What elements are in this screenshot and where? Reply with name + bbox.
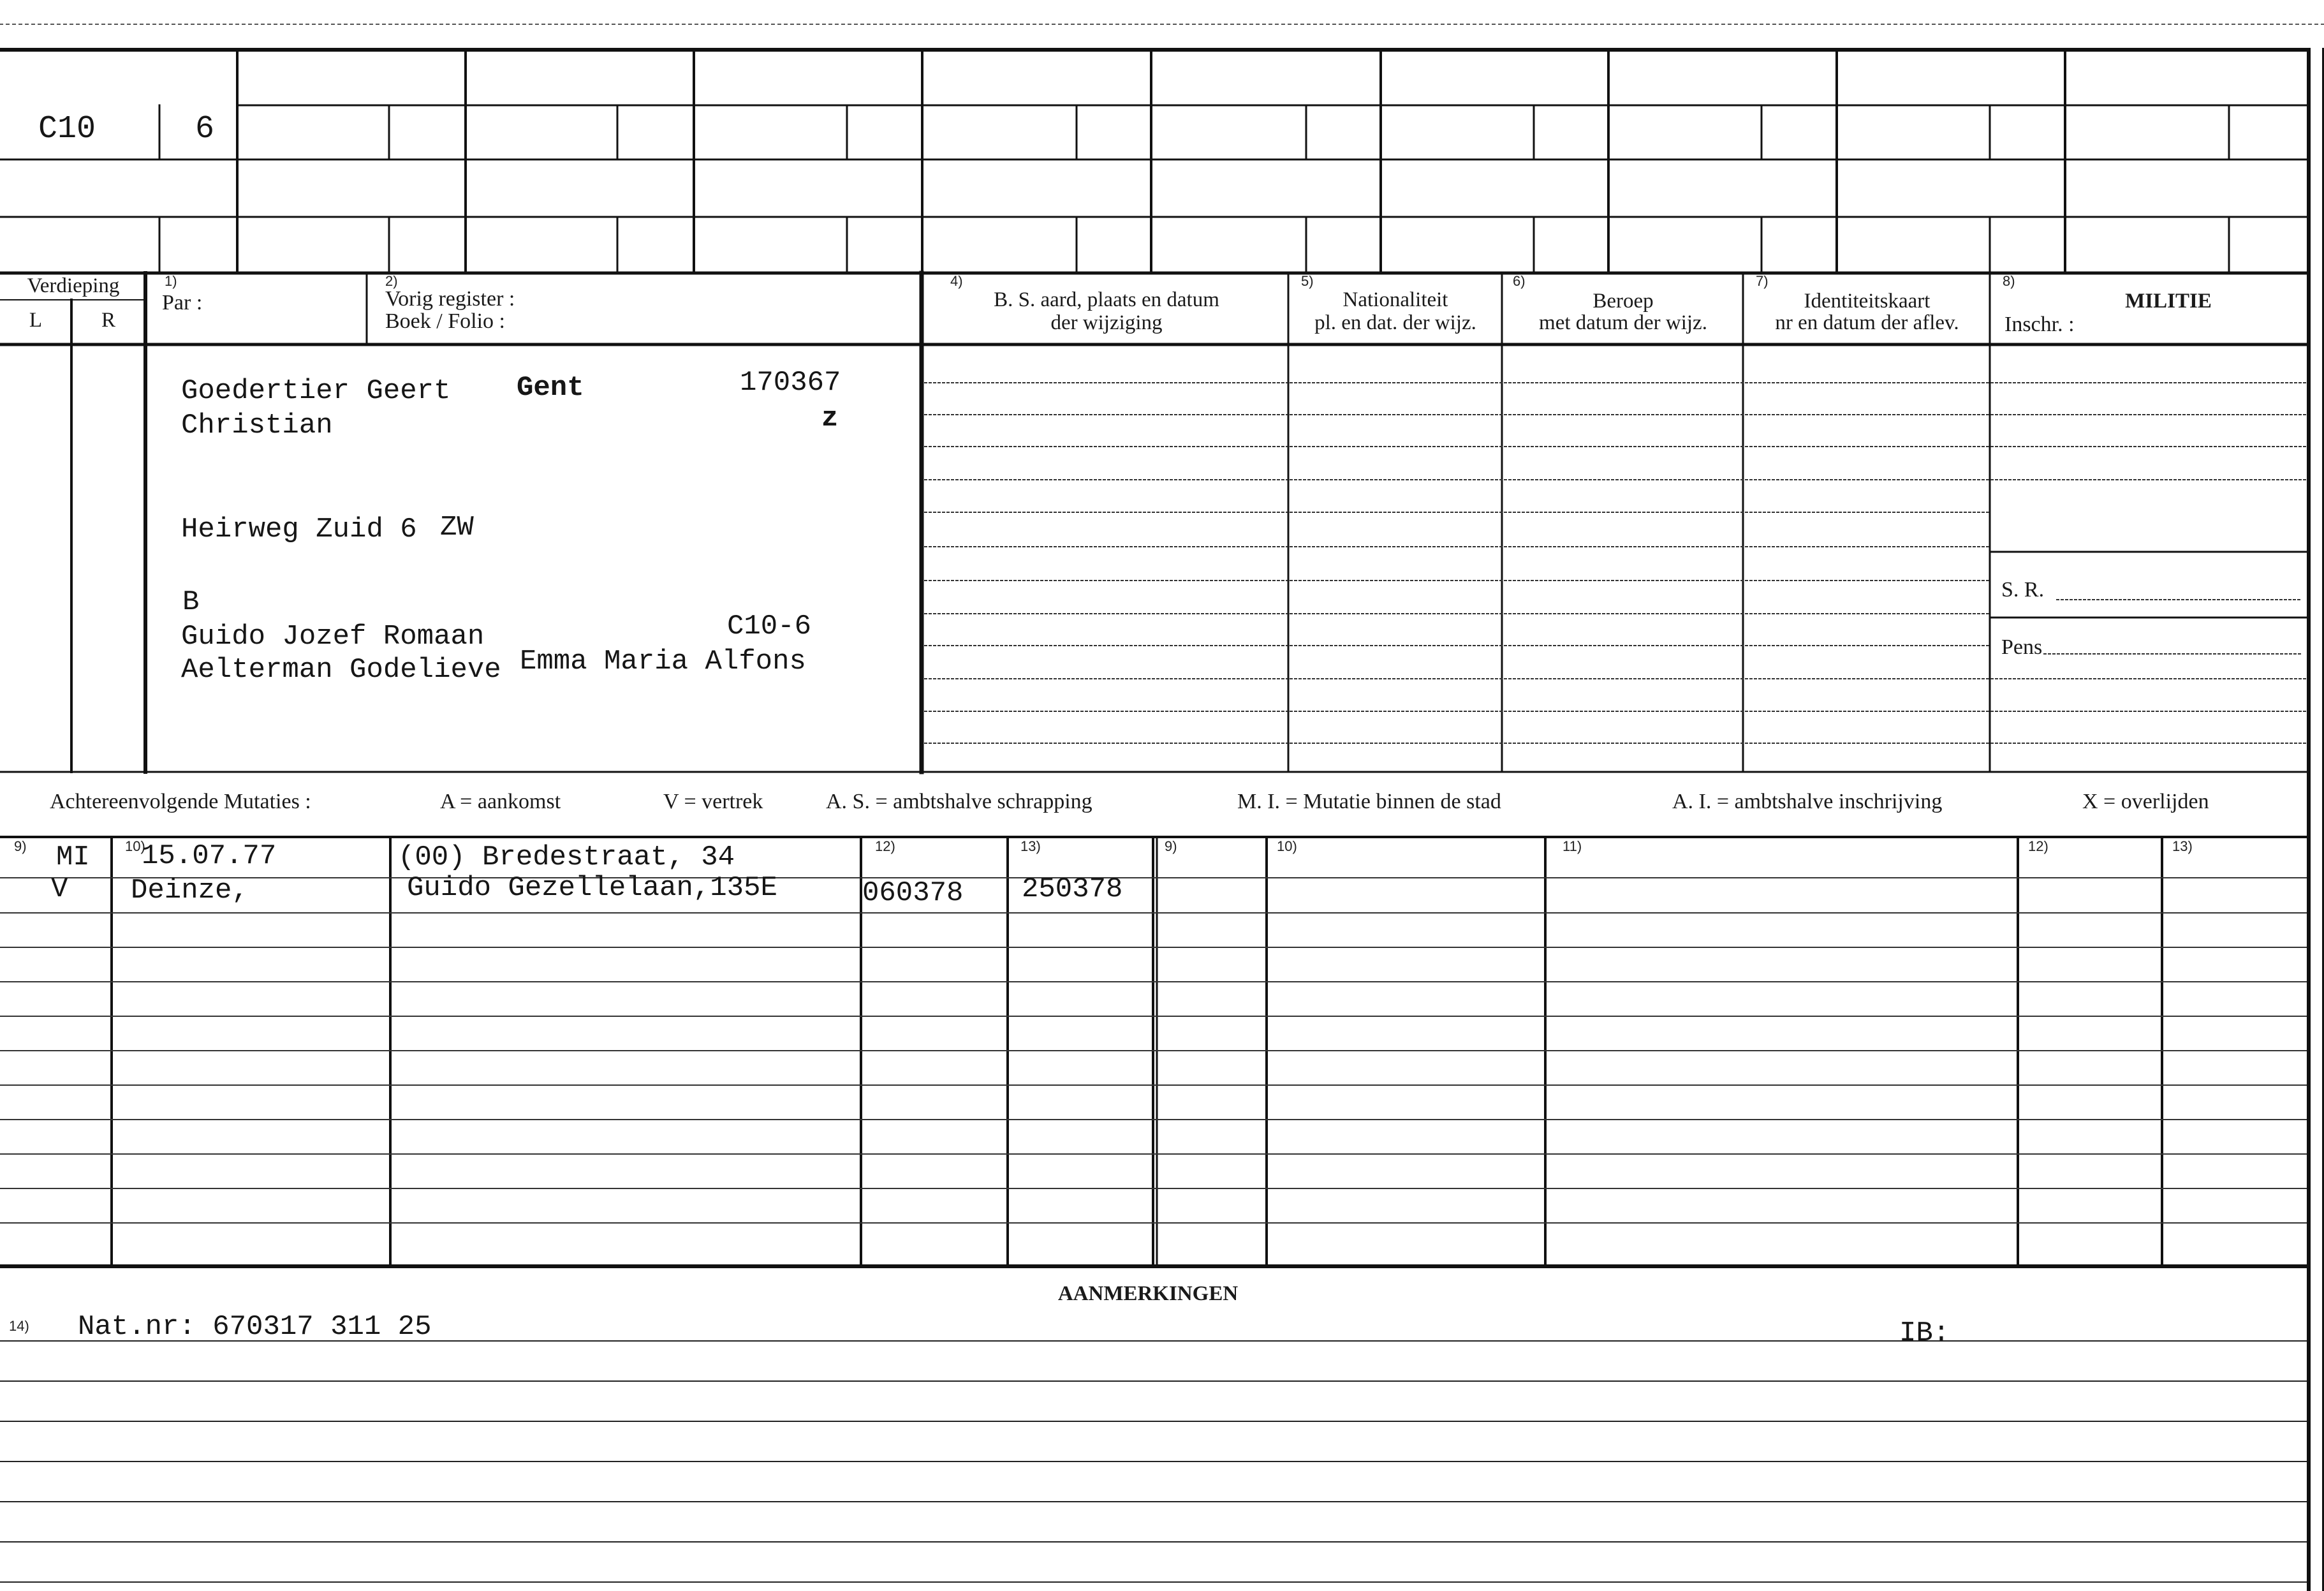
mutation-2-date: Deinze, [131, 875, 249, 907]
r-label: R [101, 309, 115, 332]
ib-label: IB: [1899, 1317, 1950, 1349]
person-birth: 170367 [740, 367, 841, 399]
mut-col12-left: 12) [875, 838, 895, 854]
col2-number: 2) [385, 273, 398, 289]
legend-aankomst: A = aankomst [440, 790, 561, 813]
nationaliteit-label: Nationaliteit [1342, 288, 1448, 311]
bs-aard-label: B. S. aard, plaats en datum [994, 288, 1219, 311]
l-label: L [29, 309, 43, 332]
person-mother-name: Aelterman Godelieve [181, 654, 501, 686]
person-address-suffix: ZW [440, 512, 474, 544]
col1-number: 1) [165, 273, 177, 289]
person-mother-firstnames: Emma Maria Alfons [520, 646, 806, 677]
person-place: Gent [517, 372, 584, 404]
person-father: Guido Jozef Romaan [181, 621, 485, 653]
card-code: C10 [38, 111, 96, 147]
wijziging-label: der wijziging [1050, 311, 1163, 334]
vorig-register-label: Vorig register : [385, 287, 515, 311]
nat-nr: Nat.nr: 670317 311 25 [78, 1311, 432, 1343]
mut-col13-left: 13) [1020, 838, 1041, 854]
identiteitskaart-sub-label: nr en datum der aflev. [1775, 311, 1959, 334]
militie-label: MILITIE [2125, 290, 2212, 313]
person-status: B [182, 586, 200, 618]
inschr-label: Inschr. : [2004, 313, 2075, 336]
mut-col9-left: 9) [14, 838, 27, 854]
aanmerkingen-title: AANMERKINGEN [1057, 1282, 1239, 1305]
legend-mutatie-binnen-stad: M. I. = Mutatie binnen de stad [1237, 790, 1501, 813]
legend-ambtshalve-inschrijving: A. I. = ambtshalve inschrijving [1672, 790, 1943, 813]
mut-col10-left: 10) [125, 838, 145, 854]
legend-overlijden: X = overlijden [2082, 790, 2209, 813]
verdieping-label: Verdieping [27, 274, 120, 297]
person-first-name2: Christian [181, 410, 333, 441]
col7-number: 7) [1756, 273, 1769, 289]
col4-number: 4) [950, 273, 963, 289]
mutation-1-address: (00) Bredestraat, 34 [398, 841, 735, 873]
mut-col9-right: 9) [1165, 838, 1177, 854]
person-sex: z [821, 403, 839, 434]
col8-number: 8) [2003, 273, 2015, 289]
col5-number: 5) [1301, 273, 1314, 289]
pens-label: Pens [2001, 635, 2043, 659]
mut-col13-right: 13) [2172, 838, 2193, 854]
card-code-number: 6 [195, 111, 215, 147]
mutation-2-c12: 060378 [862, 877, 964, 909]
par-label: Par : [162, 291, 203, 314]
legend-vertrek: V = vertrek [663, 790, 763, 813]
person-name: Goedertier Geert [181, 375, 451, 407]
beroep-label: Beroep [1592, 290, 1654, 313]
remarks-number: 14) [9, 1318, 29, 1334]
mutation-1-type: MI [56, 841, 90, 873]
mut-col12-right: 12) [2028, 838, 2048, 854]
mutation-2-c13: 250378 [1022, 873, 1123, 905]
person-address: Heirweg Zuid 6 [181, 514, 417, 545]
person-ref: C10-6 [727, 610, 812, 642]
legend-ambtshalve-schrapping: A. S. = ambtshalve schrapping [826, 790, 1092, 813]
mut-col10-right: 10) [1277, 838, 1297, 854]
col6-number: 6) [1513, 273, 1526, 289]
identiteitskaart-label: Identiteitskaart [1804, 290, 1931, 313]
sr-label: S. R. [2001, 578, 2045, 602]
mutation-2-type: V [51, 873, 68, 905]
mut-col11-right: 11) [1563, 838, 1582, 854]
mutaties-title: Achtereenvolgende Mutaties : [50, 790, 311, 813]
mutation-1-date: 15.07.77 [142, 840, 277, 872]
beroep-sub-label: met datum der wijz. [1539, 311, 1707, 334]
mutation-2-address: Guido Gezellelaan,135E [407, 872, 777, 904]
boek-folio-label: Boek / Folio : [385, 309, 505, 333]
nationaliteit-sub-label: pl. en dat. der wijz. [1314, 311, 1476, 334]
